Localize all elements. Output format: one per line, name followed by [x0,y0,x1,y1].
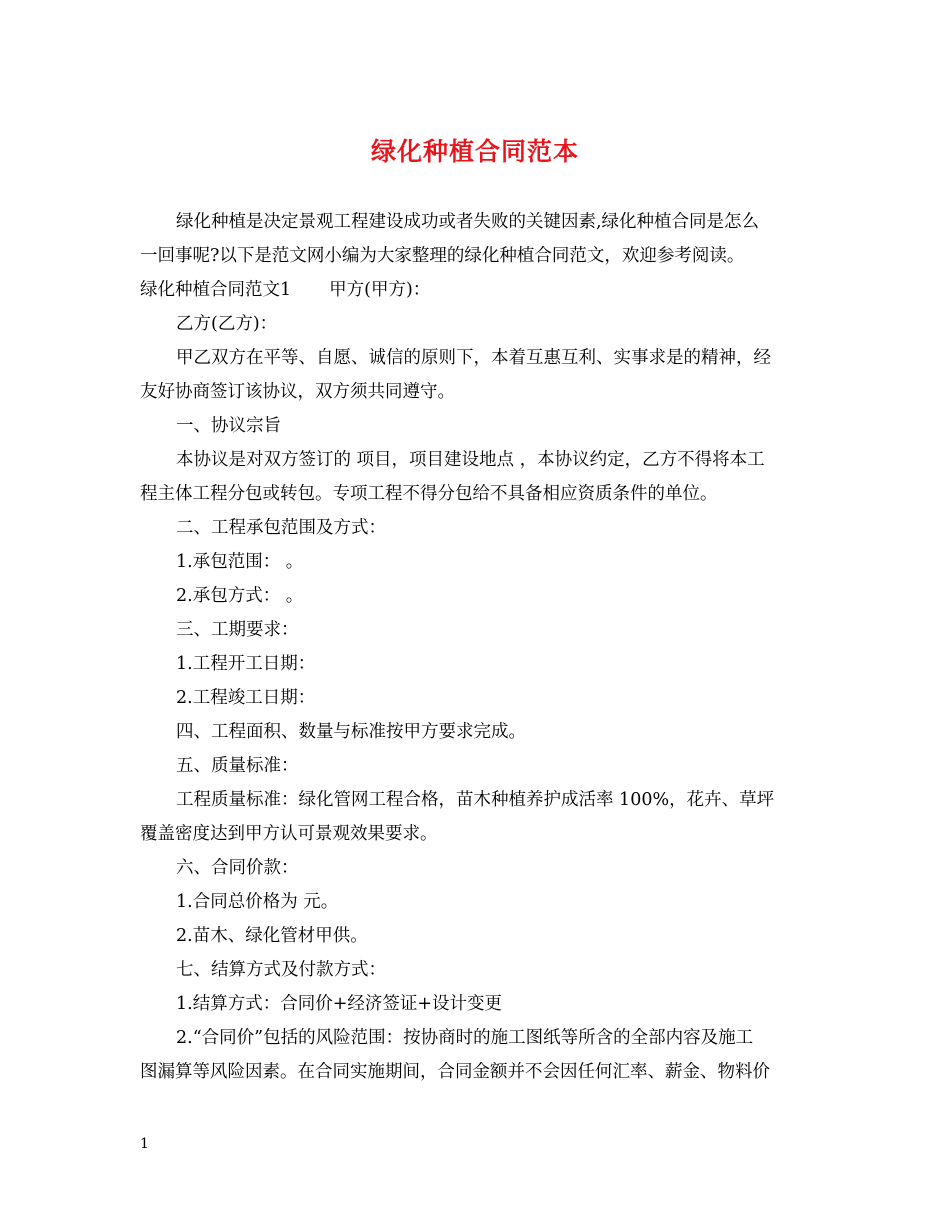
paragraph-line: 绿化种植是决定景观工程建设成功或者失败的关键因素,绿化种植合同是怎么 [176,212,760,232]
paragraph-line: 友好协商签订该协议，双方须共同遵守。 [140,382,455,402]
paragraph-line: 本协议是对双方签订的 项目，项目建设地点 ，本协议约定，乙方不得将本工 [176,450,765,470]
list-item: 2.工程竣工日期： [176,688,316,708]
list-item: 1.承包范围： 。 [176,552,304,572]
section-heading: 三、工期要求： [176,620,299,640]
paragraph-line: 2.“合同价”包括的风险范围：按协商时的施工图纸等所含的全部内容及施工 [176,1028,754,1048]
paragraph-line: 图漏算等风险因素。在合同实施期间，合同金额并不会因任何汇率、薪金、物料价 [140,1062,770,1082]
document-title: 绿化种植合同范本 [370,137,579,166]
section-heading: 四、工程面积、数量与标准按甲方要求完成。 [176,722,526,742]
document-body [140,205,812,1089]
list-item: 1.结算方式：合同价+经济签证+设计变更 [176,994,503,1014]
list-item: 1.工程开工日期： [176,654,316,674]
section-heading: 七、结算方式及付款方式： [176,960,386,980]
paragraph-line: 一回事呢?以下是范文网小编为大家整理的绿化种植合同范文，欢迎参考阅读。 [140,246,745,266]
sample-heading-line [140,273,812,307]
section-heading: 二、工程承包范围及方式： [176,518,386,538]
section-heading: 一、协议宗旨 [176,416,281,436]
paragraph-line: 程主体工程分包或转包。专项工程不得分包给不具备相应资质条件的单位。 [140,484,718,504]
page-number: 1 [140,1136,149,1152]
sample-heading: 绿化种植合同范文1 [140,280,292,300]
paragraph-line: 工程质量标准：绿化管网工程合格，苗木种植养护成活率 100%，花卉、草坪 [176,790,775,810]
section-heading: 五、质量标准： [176,756,299,776]
list-item: 1.合同总价格为 元。 [176,892,339,912]
list-item: 2.承包方式： 。 [176,586,304,606]
party-b-label: 乙方(乙方)： [176,314,278,334]
list-item: 2.苗木、绿化管材甲供。 [176,926,368,946]
party-a-label: 甲方(甲方)： [329,280,431,300]
paragraph-line: 甲乙双方在平等、自愿、诚信的原则下，本着互惠互利、实事求是的精神，经 [176,348,771,368]
section-heading: 六、合同价款： [176,858,299,878]
paragraph-line: 覆盖密度达到甲方认可景观效果要求。 [140,824,438,844]
